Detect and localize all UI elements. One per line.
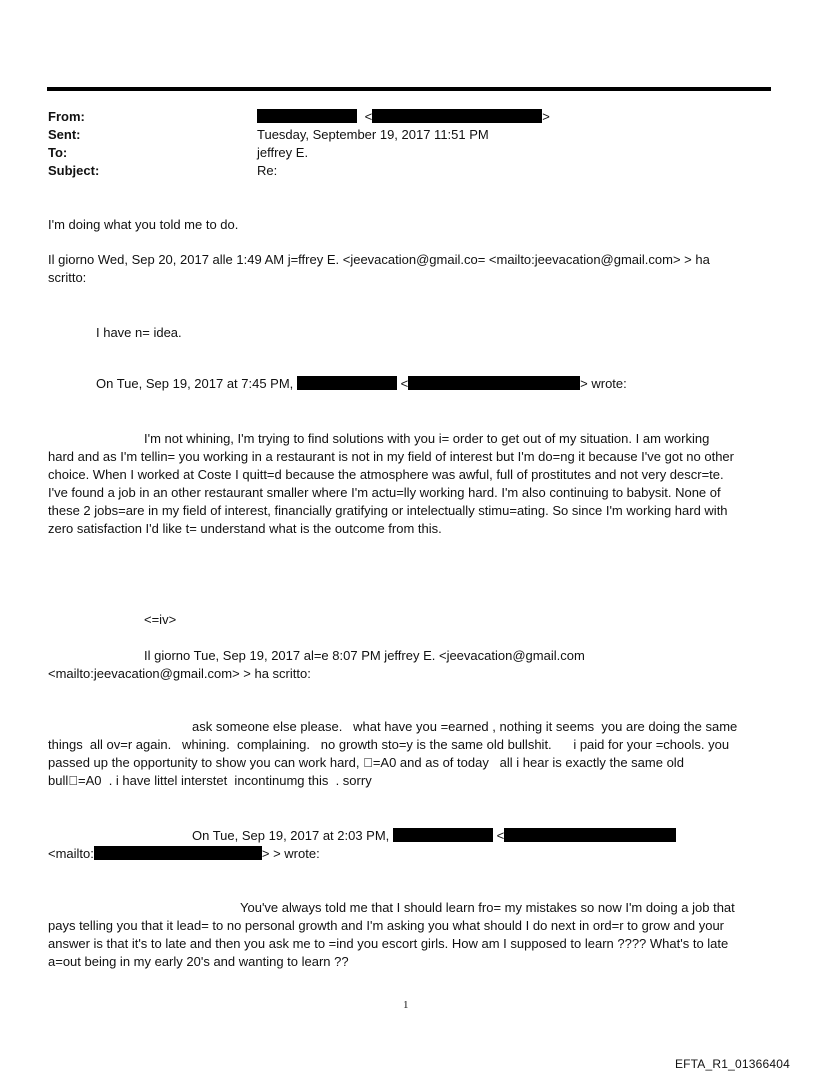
redacted-email — [372, 109, 542, 123]
quoted-reply-1: I have n= idea. — [96, 325, 182, 340]
message-2-line1: I'm not whining, I'm trying to find solutions with you i= order to get out of my situation. I am working — [144, 431, 710, 446]
quote-header-3-line2: <mailto:jeevacation@gmail.com> > ha scritto: — [48, 666, 311, 681]
message-2-line3: choice. When I worked at Coste I quitt=d because the atmosphere was awful, full of prostitutes and not very descr=te. — [48, 467, 724, 482]
subject-label: Subject: — [48, 163, 100, 178]
from-value — [257, 108, 550, 126]
document-id: EFTA_R1_01366404 — [674, 1057, 790, 1071]
redacted-email — [504, 828, 676, 842]
email-close-bracket: > — [542, 109, 550, 124]
quote-header-4-line2 — [48, 845, 320, 863]
quote-header-3-line1: Il giorno Tue, Sep 19, 2017 al=e 8:07 PM jeffrey E. <jeevacation@gmail.com — [144, 648, 585, 663]
quote-header-2-date: On Tue, Sep 19, 2017 at 7:45 PM, — [96, 376, 294, 391]
message-4-line1: You've always told me that I should learn fro= my mistakes so now I'm doing a job that — [240, 900, 735, 915]
sent-value: Tuesday, September 19, 2017 11:51 PM — [257, 127, 489, 142]
message-2-line2: hard and as I'm tellin= you working in a restaurant is not in my field of interest but I'm do=ng it because I've got no other — [48, 449, 734, 464]
mailto-prefix: <mailto: — [48, 846, 94, 861]
message-2-line4: I've found a job in an other restaurant smaller where I'm actu=lly working hard. I'm also continuing to babysit. None of — [48, 485, 721, 500]
quote-header-1-line2: scritto: — [48, 270, 87, 285]
message-3-line2: things all ov=r again. whining. complaining. no growth sto=y is the same old bullshit. i paid for your =chools. you — [48, 737, 730, 752]
message-4-line4: a=out being in my early 20's and wanting to learn ?? — [48, 954, 349, 969]
quote-header-4-wrote: > > wrote: — [261, 846, 320, 861]
redacted-name — [393, 828, 493, 842]
redacted-email — [94, 846, 262, 860]
email-open-bracket: < — [496, 828, 505, 843]
quote-header-2 — [96, 375, 627, 393]
redacted-name — [297, 376, 397, 390]
subject-value: Re: — [257, 163, 278, 178]
email-open-bracket: < — [364, 109, 373, 124]
quote-header-4-line1 — [192, 827, 676, 845]
to-label: To: — [48, 145, 68, 160]
to-value: jeffrey E. — [257, 145, 309, 160]
message-4-line3: answer is that it's to late and then you ask me to =ind you escort girls. How am I supposed to learn ???? What's to late — [48, 936, 729, 951]
message-3-line3: passed up the opportunity to show you can work hard,  =A0 and as of today all i hear is exactly the same old — [48, 755, 684, 770]
div-artifact: <=iv> — [144, 612, 177, 627]
message-3-line1: ask someone else please. what have you =earned , nothing it seems you are doing the same — [192, 719, 738, 734]
quote-header-1-line1: Il giorno Wed, Sep 20, 2017 alle 1:49 AM j=ffrey E. <jeevacation@gmail.co= <mailto:jeevacation@gmail.com> > ha — [48, 252, 710, 267]
reply-text: I'm doing what you told me to do. — [48, 217, 239, 232]
message-3-line4: bull =A0 . i have littel interstet incontinumg this . sorry — [48, 773, 372, 788]
page-number: 1 — [403, 999, 409, 1011]
sent-label: Sent: — [48, 127, 81, 142]
email-open-bracket: < — [400, 376, 409, 391]
redacted-name — [257, 109, 357, 123]
redacted-email — [408, 376, 580, 390]
message-2-line5: these 2 jobs=are in my field of interest, financially gratifying or intelectually stimu=ating. So since I'm working hard with — [48, 503, 728, 518]
message-2-line6: zero satisfaction I'd like t= understand what is the outcome from this. — [48, 521, 442, 536]
quote-header-2-wrote: > wrote: — [580, 376, 627, 391]
message-4-line2: pays telling you that it lead= to no personal growth and I'm asking you what should I do next in ord=r to grow and your — [48, 918, 724, 933]
header-rule — [47, 87, 771, 91]
quote-header-4-date: On Tue, Sep 19, 2017 at 2:03 PM, — [192, 828, 390, 843]
from-label: From: — [48, 109, 85, 124]
